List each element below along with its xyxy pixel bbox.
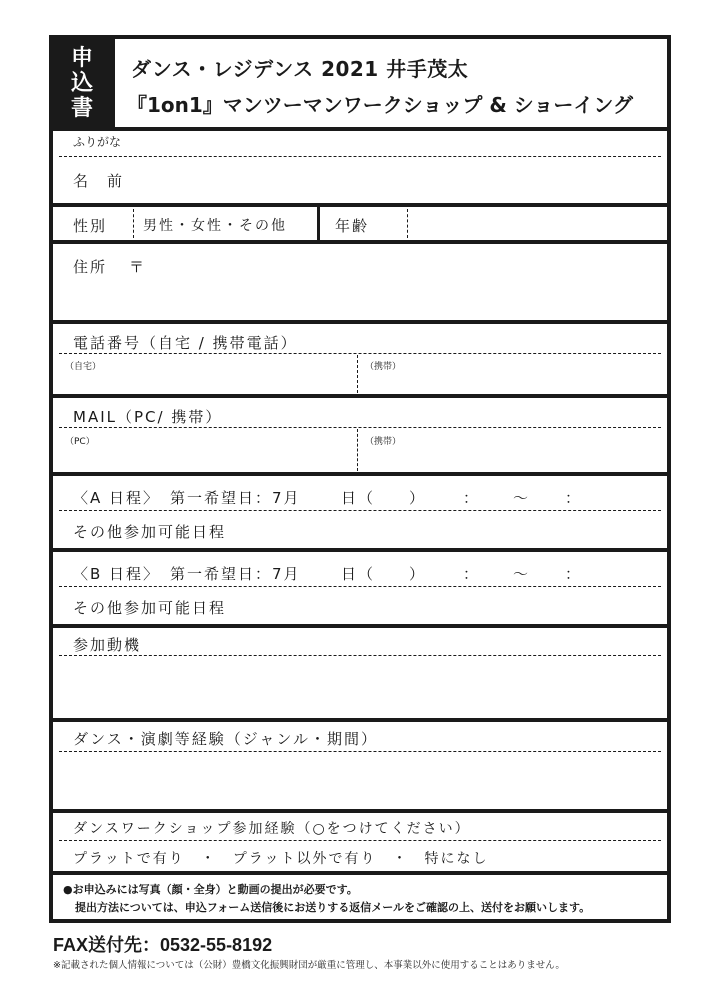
schedule-b-first-choice: 第一希望日：7月 <box>170 565 301 583</box>
schedule-b-divider <box>59 586 661 587</box>
mail-mobile-field[interactable] <box>361 429 661 471</box>
phone-home-label: （自宅） <box>65 362 102 372</box>
mail-label: MAIL（PC/ 携帯） <box>73 408 223 426</box>
schedule-a-colon-end[interactable]: ： <box>565 489 583 507</box>
schedule-b-section <box>53 552 667 624</box>
motivation-label: 参加動機 <box>73 636 142 654</box>
mail-pc-field[interactable] <box>59 429 355 471</box>
schedule-a-other-field[interactable] <box>233 512 661 546</box>
schedule-a-day[interactable]: 日（ ） <box>341 489 427 507</box>
experience-field[interactable] <box>59 753 661 807</box>
phone-home-field[interactable] <box>59 355 355 393</box>
stamp-char: 申 <box>70 45 93 71</box>
phone-split <box>357 355 358 393</box>
notice-section <box>53 875 667 919</box>
stamp-char: 書 <box>70 95 93 121</box>
form-header <box>53 39 667 127</box>
application-stamp <box>53 39 111 127</box>
age-field[interactable] <box>413 207 661 240</box>
workshop-options[interactable]: プラットで有り ・ プラット以外で有り ・ 特になし <box>73 851 489 867</box>
age-label: 年齢 <box>335 217 370 235</box>
title-line-1: ダンス・レジデンス 2021 井手茂太 <box>131 57 469 81</box>
name-label: 名 前 <box>73 172 125 190</box>
experience-divider <box>59 751 661 752</box>
application-form <box>49 35 671 923</box>
stamp-char: 込 <box>70 70 93 96</box>
gender-options[interactable]: 男性・女性・その他 <box>143 218 287 234</box>
experience-section <box>53 722 667 809</box>
furigana-label: ふりがな <box>73 135 122 149</box>
motivation-divider <box>59 655 661 656</box>
mail-mobile-label: （携帯） <box>365 437 402 447</box>
schedule-b-colon-end[interactable]: ： <box>565 565 583 583</box>
schedule-a-label: 〈A 日程〉 <box>73 489 161 507</box>
schedule-a-colon-start[interactable]: ： <box>463 489 481 507</box>
gender-age-separator <box>317 207 320 240</box>
phone-section <box>53 324 667 394</box>
schedule-a-section <box>53 476 667 548</box>
address-field[interactable] <box>153 248 661 316</box>
schedule-b-colon-start[interactable]: ： <box>463 565 481 583</box>
schedule-a-other-label: その他参加可能日程 <box>73 523 227 541</box>
mail-pc-label: （PC） <box>65 437 95 447</box>
motivation-section <box>53 628 667 718</box>
title-line-2: 『1on1』マンツーマンワークショップ & ショーイング <box>127 93 633 117</box>
gender-label: 性別 <box>73 217 108 235</box>
furigana-divider <box>59 156 661 157</box>
privacy-note: ※記載された個人情報については（公財）豊橋文化振興財団が厳重に管理し、本事業以外に使用することはありません。 <box>53 960 565 971</box>
mail-split <box>357 429 358 471</box>
mail-section <box>53 398 667 472</box>
furigana-field[interactable] <box>143 131 661 157</box>
schedule-b-other-label: その他参加可能日程 <box>73 599 227 617</box>
schedule-b-day[interactable]: 日（ ） <box>341 565 427 583</box>
schedule-a-divider <box>59 510 661 511</box>
phone-divider <box>59 353 661 354</box>
address-label: 住所 <box>73 258 108 276</box>
workshop-label: ダンスワークショップ参加経験（○をつけてください） <box>73 821 471 837</box>
workshop-divider <box>59 840 661 841</box>
motivation-field[interactable] <box>59 657 661 716</box>
workshop-section <box>53 813 667 871</box>
phone-mobile-label: （携帯） <box>365 362 402 372</box>
phone-mobile-field[interactable] <box>361 355 661 393</box>
phone-label: 電話番号（自宅 / 携帯電話） <box>73 334 298 352</box>
age-divider <box>407 209 408 238</box>
name-section <box>53 131 667 203</box>
fax-number: FAX送付先：0532-55-8192 <box>53 935 273 955</box>
title-box <box>115 39 667 127</box>
notice-line-2: 提出方法については、申込フォーム送信後にお送りする返信メールをご確認の上、送付をお願いします。 <box>75 901 591 914</box>
schedule-a-tilde: 〜 <box>513 489 531 507</box>
postal-mark: 〒 <box>129 258 147 276</box>
address-section <box>53 244 667 320</box>
name-field[interactable] <box>143 159 661 203</box>
schedule-b-other-field[interactable] <box>233 588 661 622</box>
schedule-a-first-choice: 第一希望日：7月 <box>170 489 301 507</box>
experience-label: ダンス・演劇等経験（ジャンル・期間） <box>73 730 379 748</box>
gender-divider <box>133 209 134 238</box>
notice-line-1: ●お申込みには写真（顔・全身）と動画の提出が必要です。 <box>63 883 358 896</box>
mail-divider <box>59 427 661 428</box>
schedule-b-label: 〈B 日程〉 <box>73 565 161 583</box>
schedule-b-tilde: 〜 <box>513 565 531 583</box>
gender-age-section <box>53 207 667 240</box>
